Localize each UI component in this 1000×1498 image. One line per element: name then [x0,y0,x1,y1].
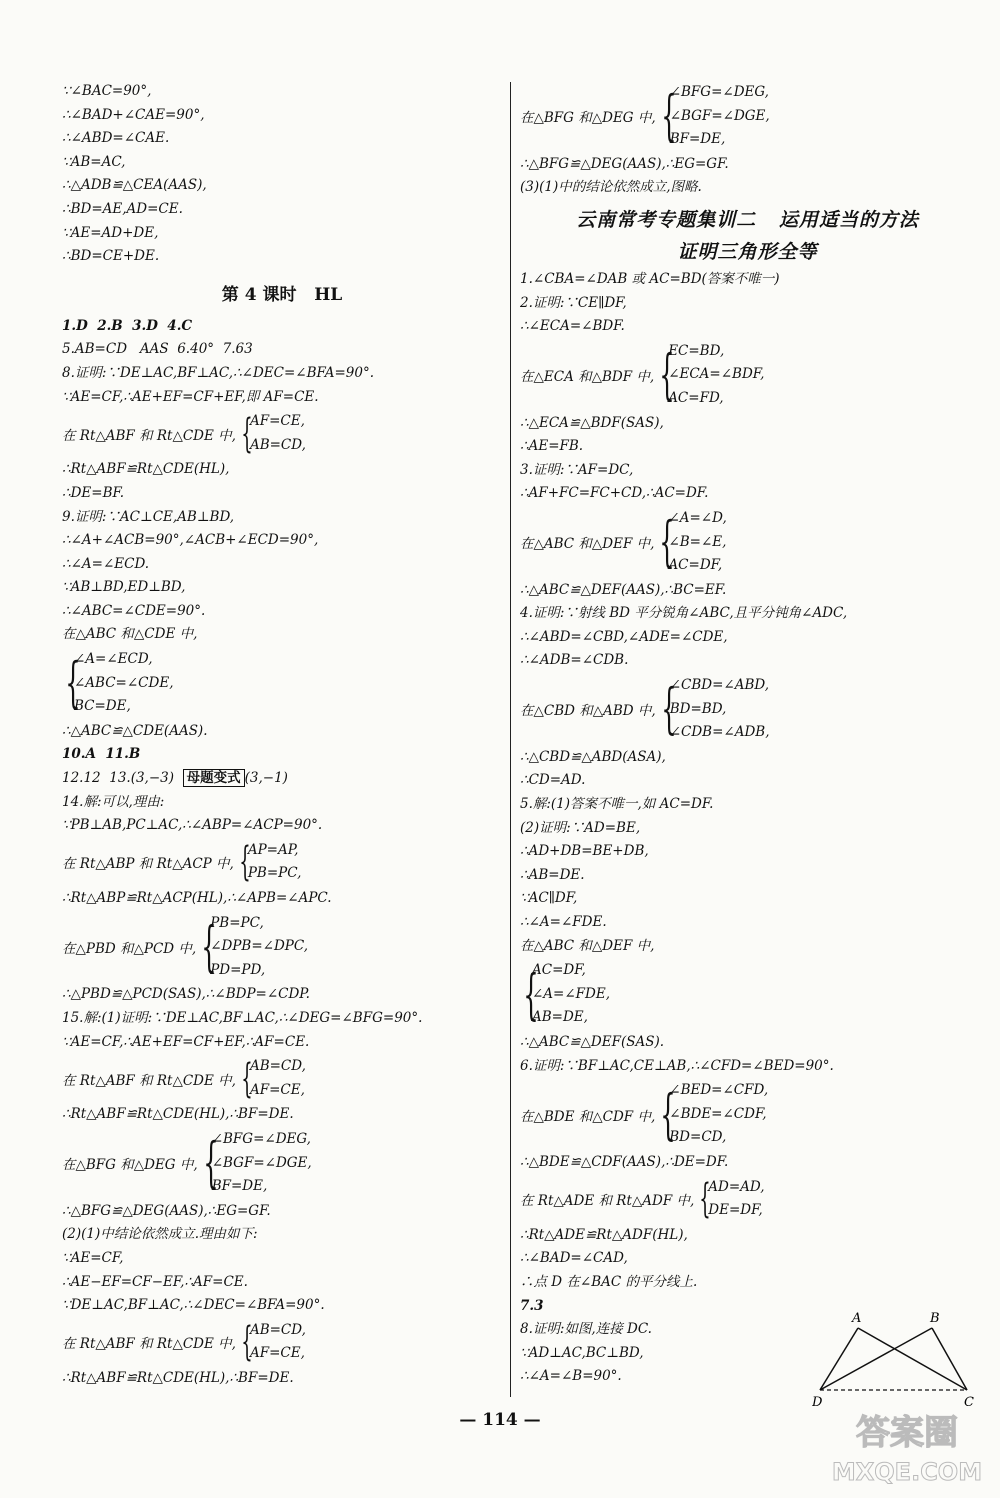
label-a: A [852,1311,862,1326]
q9-line: ∴∠A+∠ACB=90°,∠ACB+∠ECD=90°, [62,532,319,549]
brace-prefix: 在△BFG 和△DEG 中, [62,1157,198,1174]
watermark-logo [822,1400,992,1490]
r-q6-brace-block-2 [520,1176,975,1223]
geometry-figure [812,1308,982,1408]
brace-prefix: 在 Rt△ABF 和 Rt△CDE 中, [62,427,236,444]
q15-line: 15.解:(1)证明:∵DE⊥AC,BF⊥AC,∴∠DEG=∠BFG=90°. [62,1009,423,1026]
brace-line: EC=BD, [668,342,725,359]
brace-line: AF=CE, [249,1081,305,1098]
q8-line: 8.证明:∵DE⊥AC,BF⊥AC,∴∠DEC=∠BFA=90°. [62,364,374,381]
q15-brace-block-2 [62,1128,502,1199]
intro-line: ∴∠ABD=∠CAE. [62,130,170,147]
r-q5-line: ∴∠A=∠FDE. [520,914,607,930]
r-q3-brace-block [520,507,975,578]
brace-line: ∠BGF=∠DGE, [669,107,770,124]
q9-line: 9.证明:∵AC⊥CE,AB⊥BD, [62,508,235,525]
r-q2-line: 2.证明:∵CE∥DF, [520,294,627,311]
q15-line: ∴Rt△ABF≌Rt△CDE(HL),∴BF=DE. [62,1369,294,1386]
label-c: C [964,1395,974,1408]
top-line: (3)(1)中的结论依然成立,图略. [520,179,702,196]
brace-line: ∠A=∠D, [668,509,727,526]
q9-line: 在△ABC 和△CDE 中, [62,626,198,643]
brace-line: ∠BFG=∠DEG, [211,1130,311,1147]
intro-line: ∴BD=AE,AD=CE. [62,200,183,217]
q14-brace-block-1 [62,839,502,886]
intro-line: ∵AE=AD+DE, [62,224,159,241]
left-brace-icon: { [241,410,253,457]
q8-line: ∴Rt△ABF≌Rt△CDE(HL), [62,461,230,478]
left-column [62,80,502,1390]
r-q5-line: 5.解:(1)答案不唯一,如 AC=DF. [520,796,714,813]
r-q4-line: ∴CD=AD. [520,772,586,789]
brace-line: AB=CD, [249,1321,306,1338]
r-q5-line: ∴AD+DB=BE+DB, [520,843,649,860]
brace-line: PB=PC, [210,914,264,931]
brace-line: ∠CDB=∠ADB, [669,724,770,741]
label-b: B [930,1311,940,1326]
brace-line: BC=DE, [74,698,131,715]
q14-brace-block-2 [62,912,502,983]
r-q5-line: 在△ABC 和△DEF 中, [520,937,655,954]
r-q2-line: ∴△ECA≌△BDF(SAS), [520,414,664,431]
r-q6-line: ∴∠BAD=∠CAD, [520,1250,628,1267]
q14-line: 14.解:可以,理由: [62,793,165,810]
r-q6-brace-block-1 [520,1079,975,1150]
q15-brace-block-1 [62,1055,502,1102]
q14-line: ∴Rt△ABP≌Rt△ACP(HL),∴∠APB=∠APC. [62,890,332,906]
r-q5-line: (2)证明:∵AD=BE, [520,819,641,836]
answers-1-4: 1.D 2.B 3.D 4.C [62,317,193,334]
brace-line: AB=CD, [249,1058,306,1075]
intro-line: ∴BD=CE+DE. [62,248,160,265]
q9-brace-block [62,648,502,719]
brace-prefix: 在 Rt△ABF 和 Rt△CDE 中, [62,1072,236,1089]
segment-db [820,1328,932,1390]
q8-line: ∴DE=BF. [62,484,125,501]
brace-line: AB=DE, [532,1009,588,1026]
left-brace-icon: { [699,1176,712,1223]
brace-line: AP=AP, [247,841,299,858]
answers-variant-text: (3,−1) [244,770,288,787]
intro-line: ∵AB=AC, [62,153,126,170]
answers-10-11: 10.A 11.B [62,746,141,763]
brace-line: ∠A=∠ECD, [74,651,153,668]
brace-prefix: 在 Rt△ABF 和 Rt△CDE 中, [62,1336,236,1353]
q15-line: ∵AE=CF, [62,1249,124,1266]
brace-line: ∠BED=∠CFD, [669,1082,769,1099]
q15-line: (2)(1)中结论依然成立.理由如下: [62,1226,258,1243]
special-topic-title: 云南常考专题集训二 运用适当的方法 [576,208,919,231]
r-q5-line: ∴△ABC≌△DEF(SAS). [520,1033,665,1050]
brace-prefix: 在 Rt△ABP 和 Rt△ACP 中, [62,856,234,873]
brace-prefix: 在△ECA 和△BDF 中, [520,369,655,386]
label-d: D [812,1395,823,1408]
q14-line: ∵PB⊥AB,PC⊥AC,∴∠ABP=∠ACP=90°. [62,817,323,834]
top-brace-block [520,81,975,152]
brace-prefix: 在 Rt△ADE 和 Rt△ADF 中, [520,1193,695,1210]
r-q6-line: ∴Rt△ADE≌Rt△ADF(HL), [520,1226,688,1243]
brace-line: ∠B=∠E, [668,533,727,550]
brace-line: PB=PC, [247,865,302,882]
r-q8-line: ∵AD⊥AC,BC⊥BD, [520,1344,644,1361]
left-brace-icon: { [239,839,251,886]
left-brace-icon: { [241,1055,253,1102]
left-brace-icon: { [241,1319,253,1366]
left-brace-icon: { [202,1131,219,1195]
q8-brace-block [62,410,502,457]
brace-line: ∠CBD=∠ABD, [669,677,770,694]
brace-line: AB=CD, [249,436,306,453]
r-q6-line: ∴点 D 在∠BAC 的平分线上. [520,1273,698,1290]
brace-line: BD=CD, [669,1129,727,1146]
r-q4-line: 4.证明:∵射线 BD 平分锐角∠ABC,且平分钝角∠ADC, [520,605,848,622]
brace-prefix: 在△CBD 和△ABD 中, [520,703,656,720]
page-number: — 114 — [459,1410,541,1430]
brace-line: BF=DE, [211,1178,268,1195]
watermark-text-2: MXQE.COM [831,1458,983,1486]
brace-line: ∠BDE=∠CDF, [669,1105,767,1122]
left-brace-icon: { [523,962,539,1026]
column-divider [510,82,511,1397]
segment-da [820,1328,858,1390]
brace-line: AF=CE, [249,413,305,430]
answers-5-7: 5.AB=CD AAS 6.40° 7.63 [62,341,253,358]
left-brace-icon: { [65,651,81,715]
variant-box: 母题变式 [183,769,245,787]
r-q3-line: 3.证明:∵AF=DC, [520,461,634,478]
brace-prefix: 在△BFG 和△DEG 中, [520,110,656,127]
brace-line: BF=DE, [669,131,726,148]
brace-line: ∠BGF=∠DGE, [211,1154,312,1171]
special-topic-subtitle: 证明三角形全等 [677,240,818,263]
r-q4-line: ∴∠ADB=∠CDB. [520,652,629,669]
brace-prefix: 在△ABC 和△DEF 中, [520,536,655,553]
brace-line: PD=PD, [210,961,266,978]
r-q5-brace-block [520,959,975,1030]
r-q3-line: ∴△ABC≌△DEF(AAS),∴BC=EF. [520,581,727,598]
intro-line: ∴∠BAD+∠CAE=90°, [62,106,205,123]
r-q2-line: ∴AE=FB. [520,438,584,455]
r-q3-line: ∴AF+FC=FC+CD,∴AC=DF. [520,485,709,502]
q15-line: ∴AE−EF=CF−EF,∴AF=CE. [62,1273,248,1290]
right-column [520,80,975,1389]
brace-line: ∠A=∠FDE, [532,985,611,1002]
r-q4-line: ∴△CBD≌△ABD(ASA), [520,748,666,765]
q9-line: ∴∠A=∠ECD. [62,555,150,572]
left-brace-icon: { [661,677,677,741]
q9-line: ∵AB⊥BD,ED⊥BD, [62,579,186,596]
intro-line: ∵∠BAC=90°, [62,83,152,99]
r-q8-line: 8.证明:如图,连接 DC. [520,1321,652,1338]
answers-12-13-text: 12.12 13.(3,−3) [62,770,183,787]
brace-line: BD=BD, [669,700,727,717]
q15-line: ∴Rt△ABF≌Rt△CDE(HL),∴BF=DE. [62,1106,294,1123]
watermark-text-1: 答案圈 [856,1413,958,1453]
r-q7: 7.3 [520,1297,544,1314]
section-title-hl: 第 4 课时 HL [221,284,343,305]
q15-line: ∵AE=CF,∴AE+EF=CF+EF,∴AF=CE. [62,1033,310,1050]
brace-line: AF=CE, [249,1345,305,1362]
brace-line: ∠ABC=∠CDE, [74,674,174,691]
left-brace-icon: { [201,914,217,978]
brace-line: ∠DPB=∠DPC, [210,938,309,955]
r-q4-line: ∴∠ABD=∠CBD,∠ADE=∠CDE, [520,628,728,645]
r-q1: 1.∠CBA=∠DAB 或 AC=BD(答案不唯一) [520,270,780,287]
r-q6-line: ∴△BDE≌△CDF(AAS),∴DE=DF. [520,1153,729,1170]
q15-line: ∵DE⊥AC,BF⊥AC,∴∠DEC=∠BFA=90°. [62,1297,325,1314]
q15-brace-block-3 [62,1319,502,1366]
q15-line: ∴△BFG≌△DEG(AAS),∴EG=GF. [62,1202,271,1219]
segment-ac [858,1328,967,1390]
r-q8-line: ∴∠A=∠B=90°. [520,1368,622,1385]
r-q2-brace-block [520,340,975,411]
r-q5-line: ∴AB=DE. [520,866,585,883]
q14-line: ∴△PBD≌△PCD(SAS),∴∠BDP=∠CDP. [62,986,310,1003]
top-line: ∴△BFG≌△DEG(AAS),∴EG=GF. [520,155,729,172]
q9-line: ∴△ABC≌△CDE(AAS). [62,722,208,739]
r-q2-line: ∴∠ECA=∠BDF. [520,318,625,335]
r-q5-line: ∵AC∥DF, [520,890,578,907]
q8-line: ∵AE=CF,∴AE+EF=CF+EF,即 AF=CE. [62,388,319,405]
brace-prefix: 在△PBD 和△PCD 中, [62,940,197,957]
left-brace-icon: { [660,84,677,148]
brace-prefix: 在△BDE 和△CDF 中, [520,1108,656,1125]
r-q4-brace-block [520,674,975,745]
brace-line: AC=DF, [668,557,723,574]
q9-line: ∴∠ABC=∠CDE=90°. [62,602,206,619]
brace-line: AD=AD, [708,1178,765,1195]
brace-line: ∠ECA=∠BDF, [668,366,765,383]
r-q6-line: 6.证明:∵BF⊥AC,CE⊥AB,∴∠CFD=∠BED=90°. [520,1057,834,1074]
answers-12-13 [62,767,502,791]
brace-line: AC=DF, [532,962,586,979]
left-brace-icon: { [659,343,675,407]
brace-line: AC=FD, [668,389,724,406]
brace-line: DE=DF, [708,1202,763,1219]
intro-line: ∴△ADB≌△CEA(AAS), [62,177,207,194]
left-brace-icon: { [659,510,676,574]
brace-line: ∠BFG=∠DEG, [669,84,769,100]
left-brace-icon: { [660,1082,677,1146]
